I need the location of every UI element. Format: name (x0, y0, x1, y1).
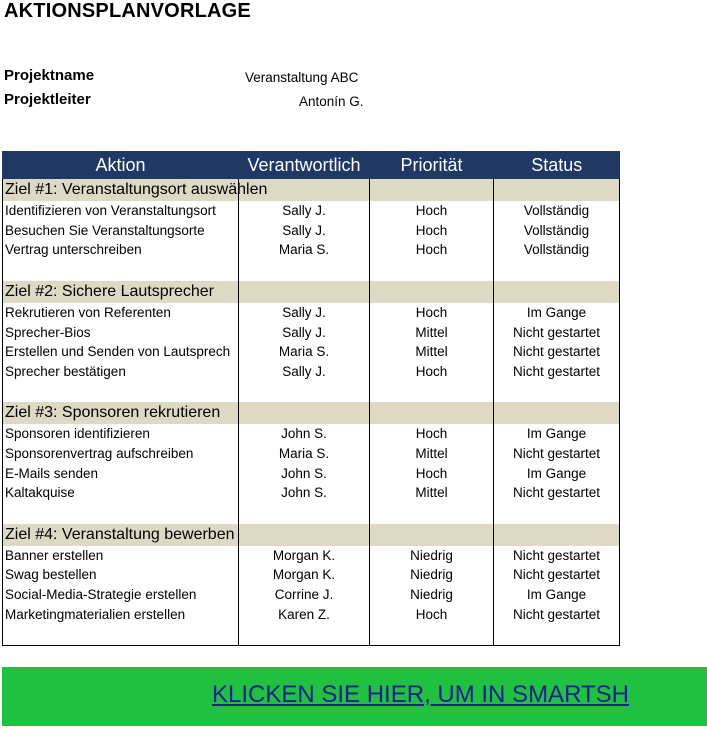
goal-row (3, 402, 620, 424)
status-cell: Nicht gestartet (494, 483, 620, 503)
spacer-row (3, 260, 620, 281)
goal-label: Ziel #2: Sichere Lautsprecher (5, 282, 214, 300)
goal-empty-cell (494, 402, 620, 424)
project-name-value: Veranstaltung ABC (245, 70, 359, 85)
status-cell: Nicht gestartet (494, 444, 620, 464)
goal-empty-cell (370, 281, 494, 303)
goal-empty-cell (494, 524, 620, 546)
responsible-cell: Karen Z. (239, 604, 370, 624)
task-cell: Erstellen und Senden von Lautsprech (3, 342, 239, 362)
priority-cell: Hoch (370, 221, 494, 241)
task-cell: Sprecher-Bios (3, 322, 239, 342)
priority-cell: Mittel (370, 444, 494, 464)
empty-cell (370, 624, 494, 646)
spacer-row (3, 503, 620, 524)
status-cell: Nicht gestartet (494, 342, 620, 362)
task-cell: Social-Media-Strategie erstellen (3, 585, 239, 605)
goal-label-cell (3, 281, 239, 303)
table-row (3, 221, 620, 241)
priority-cell: Hoch (370, 303, 494, 323)
responsible-cell: John S. (239, 424, 370, 444)
status-cell: Im Gange (494, 424, 620, 444)
table-row (3, 483, 620, 503)
task-cell: Rekrutieren von Referenten (3, 303, 239, 323)
table-row (3, 463, 620, 483)
empty-cell (494, 503, 620, 524)
table-header-row (3, 151, 620, 179)
goal-label-cell (3, 524, 239, 546)
empty-cell (494, 381, 620, 402)
table-row (3, 201, 620, 221)
task-cell: Marketingmaterialien erstellen (3, 604, 239, 624)
table-row (3, 604, 620, 624)
priority-cell: Hoch (370, 201, 494, 221)
responsible-cell: Sally J. (239, 322, 370, 342)
priority-cell: Hoch (370, 463, 494, 483)
goal-label: Ziel #1: Veranstaltungsort auswählen (5, 181, 268, 198)
priority-cell: Niedrig (370, 565, 494, 585)
table-row (3, 424, 620, 444)
empty-cell (3, 624, 239, 646)
priority-cell: Mittel (370, 483, 494, 503)
empty-cell (370, 260, 494, 281)
goal-label: Ziel #3: Sponsoren rekrutieren (5, 404, 221, 422)
responsible-cell: Sally J. (239, 221, 370, 241)
goal-empty-cell (370, 402, 494, 424)
responsible-cell: Maria S. (239, 240, 370, 260)
priority-cell: Hoch (370, 424, 494, 444)
project-name-label: Projektname (4, 67, 95, 84)
project-lead-value: Antonín G. (299, 94, 364, 109)
task-cell: Sprecher bestätigen (3, 362, 239, 382)
status-cell: Nicht gestartet (494, 546, 620, 566)
task-cell: Sponsoren identifizieren (3, 424, 239, 444)
table-row (3, 444, 620, 464)
responsible-cell: Sally J. (239, 201, 370, 221)
empty-cell (370, 503, 494, 524)
status-cell: Vollständig (494, 221, 620, 241)
table-row (3, 565, 620, 585)
empty-cell (3, 503, 239, 524)
priority-cell: Niedrig (370, 585, 494, 605)
status-cell: Vollständig (494, 201, 620, 221)
status-cell: Im Gange (494, 585, 620, 605)
status-cell: Nicht gestartet (494, 322, 620, 342)
table-row (3, 342, 620, 362)
task-cell: Identifizieren von Veranstaltungsort (3, 201, 239, 221)
responsible-cell: Sally J. (239, 303, 370, 323)
empty-cell (3, 381, 239, 402)
table-row (3, 303, 620, 323)
table-row (3, 240, 620, 260)
header-priority: Priorität (370, 151, 494, 179)
smartsheet-link[interactable]: KLICKEN SIE HIER, UM IN SMARTSH (212, 681, 629, 708)
responsible-cell: John S. (239, 463, 370, 483)
task-cell: Vertrag unterschreiben (3, 240, 239, 260)
goal-label-cell (3, 179, 268, 201)
empty-cell (239, 381, 370, 402)
goal-empty-cell (239, 402, 370, 424)
header-action: Aktion (3, 151, 239, 179)
empty-cell (370, 381, 494, 402)
empty-cell (239, 503, 370, 524)
status-cell: Im Gange (494, 463, 620, 483)
responsible-cell: Sally J. (239, 362, 370, 382)
responsible-cell: Maria S. (239, 342, 370, 362)
spacer-row (3, 624, 620, 646)
empty-cell (3, 260, 239, 281)
header-responsible: Verantwortlich (239, 151, 370, 179)
status-cell: Nicht gestartet (494, 362, 620, 382)
project-lead-label: Projektleiter (4, 91, 91, 108)
status-cell: Nicht gestartet (494, 565, 620, 585)
empty-cell (239, 260, 370, 281)
table-row (3, 546, 620, 566)
priority-cell: Hoch (370, 604, 494, 624)
status-cell: Nicht gestartet (494, 604, 620, 624)
goal-empty-cell (494, 281, 620, 303)
responsible-cell: Maria S. (239, 444, 370, 464)
priority-cell: Mittel (370, 342, 494, 362)
goal-empty-cell (370, 179, 494, 201)
priority-cell: Niedrig (370, 546, 494, 566)
responsible-cell: Morgan K. (239, 546, 370, 566)
empty-cell (239, 624, 370, 646)
header-status: Status (494, 151, 620, 179)
status-cell: Vollständig (494, 240, 620, 260)
goal-label-cell (3, 402, 239, 424)
task-cell: E-Mails senden (3, 463, 239, 483)
task-cell: Banner erstellen (3, 546, 239, 566)
responsible-cell: John S. (239, 483, 370, 503)
priority-cell: Hoch (370, 362, 494, 382)
task-cell: Besuchen Sie Veranstaltungsorte (3, 221, 239, 241)
spacer-row (3, 381, 620, 402)
empty-cell (494, 624, 620, 646)
responsible-cell: Corrine J. (239, 585, 370, 605)
goal-empty-cell (370, 524, 494, 546)
goal-row (3, 281, 620, 303)
goal-row (3, 524, 620, 546)
task-cell: Kaltakquise (3, 483, 239, 503)
smartsheet-banner[interactable] (2, 667, 707, 726)
priority-cell: Hoch (370, 240, 494, 260)
task-cell: Sponsorenvertrag aufschreiben (3, 444, 239, 464)
empty-cell (494, 260, 620, 281)
priority-cell: Mittel (370, 322, 494, 342)
goal-empty-cell (239, 524, 370, 546)
status-cell: Im Gange (494, 303, 620, 323)
table-body (3, 179, 620, 645)
responsible-cell: Morgan K. (239, 565, 370, 585)
action-plan-table (2, 151, 620, 646)
page-title: AKTIONSPLANVORLAGE (4, 0, 251, 22)
table-row (3, 362, 620, 382)
goal-row (3, 179, 620, 201)
table-row (3, 585, 620, 605)
goal-empty-cell (239, 281, 370, 303)
table-row (3, 322, 620, 342)
task-cell: Swag bestellen (3, 565, 239, 585)
goal-empty-cell (494, 179, 620, 201)
goal-label: Ziel #4: Veranstaltung bewerben (5, 525, 235, 543)
